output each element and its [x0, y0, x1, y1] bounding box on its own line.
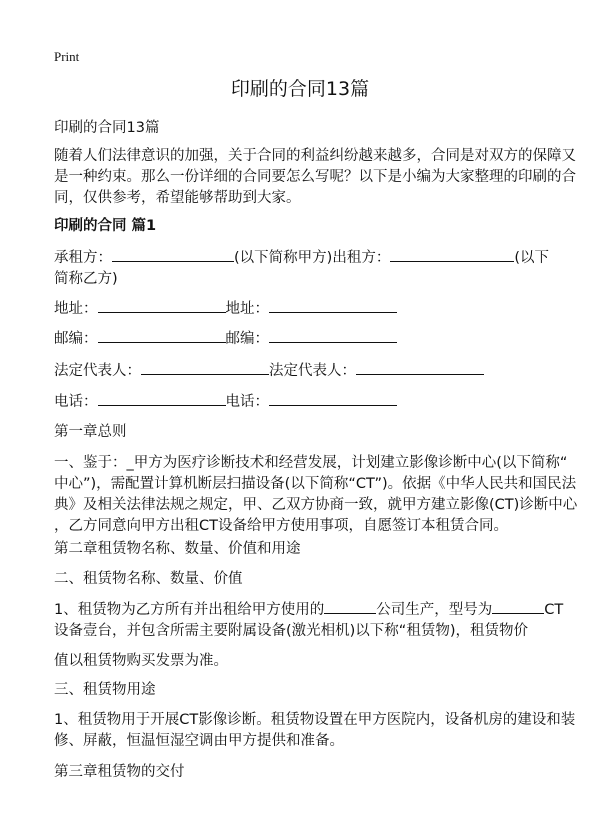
label: 电话： — [225, 394, 269, 410]
blank-field — [269, 298, 397, 313]
text-line: 随着人们法律意识的加强，关于合同的利益纠纷越来越多，合同是对双方的保障又 — [54, 148, 576, 164]
blank-field — [98, 328, 226, 343]
blank-field — [324, 599, 376, 614]
text-line: 1、租赁物用于开展CT影像诊断。租赁物设置在甲方医院内，设备机房的建设和装 — [54, 712, 576, 728]
print-link[interactable]: Print — [54, 49, 80, 64]
lessee-row — [54, 247, 549, 290]
chapter-heading: 第二章租赁物名称、数量、价值和用途 — [54, 541, 301, 557]
paragraph — [54, 453, 577, 537]
chapter-heading: 第三章租赁物的交付 — [54, 764, 185, 780]
blank-field — [356, 360, 484, 375]
text-line: 修、屏蔽，恒温恒湿空调由甲方提供和准备。 — [54, 733, 344, 749]
blank-field — [141, 360, 269, 375]
text-line: ，乙方同意向甲方出租CT设备给甲方使用事项，自愿签订本租赁合同。 — [54, 518, 508, 534]
paragraph: 值以租赁物购买发票为准。 — [54, 653, 228, 669]
label: 法定代表人： — [54, 363, 141, 379]
blank-field — [112, 247, 234, 262]
text: CT — [544, 602, 564, 618]
label: 法定代表人： — [269, 363, 356, 379]
label: 简称乙方) — [54, 271, 118, 287]
label: (以下 — [514, 250, 549, 266]
blank-field — [269, 391, 397, 406]
label: 邮编： — [54, 331, 98, 347]
chapter-heading: 第一章总则 — [54, 424, 127, 440]
text-line: 设备壹台，并包含所需主要附属设备(激光相机)以下称“租赁物)，租赁物价 — [54, 623, 528, 639]
section-heading: 二、租赁物名称、数量、价值 — [54, 571, 243, 587]
text-line: 典》及相关法律法规之规定，甲、乙双方协商一致，就甲方建立影像(CT)诊断中心 — [54, 497, 578, 513]
legal-rep-row — [54, 360, 484, 382]
label: 邮编： — [225, 331, 269, 347]
blank-field — [269, 328, 397, 343]
text: 1、租赁物为乙方所有并出租给甲方使用的 — [54, 602, 325, 618]
blank-field — [390, 247, 514, 262]
intro-paragraph — [54, 146, 576, 209]
text-line: 中心”)，需配置计算机断层扫描设备(以下简称“CT”)。依据《中华人民共和国民法 — [54, 476, 577, 492]
blank-field — [98, 298, 226, 313]
paragraph — [54, 599, 563, 642]
postcode-row — [54, 328, 397, 350]
section-heading: 三、租赁物用途 — [54, 682, 156, 698]
label: 电话： — [54, 394, 98, 410]
phone-row — [54, 391, 397, 413]
label: 地址： — [225, 301, 269, 317]
text-line: 是一种约束。那么一份详细的合同要怎么写呢？以下是小编为大家整理的印刷的合 — [54, 169, 576, 185]
label: 地址： — [54, 301, 98, 317]
text-line: 同，仅供参考，希望能够帮助到大家。 — [54, 190, 301, 206]
subtitle: 印刷的合同13篇 — [54, 120, 160, 136]
page-title: 印刷的合同13篇 — [230, 78, 370, 100]
section-heading: 印刷的合同 篇1 — [54, 218, 157, 234]
label: 承租方： — [54, 250, 112, 266]
paragraph — [54, 710, 575, 752]
blank-field — [98, 391, 226, 406]
text-line: 一、鉴于：_甲方为医疗诊断技术和经营发展，计划建立影像诊断中心(以下简称“ — [54, 455, 568, 471]
label: (以下简称甲方)出租方： — [234, 250, 391, 266]
address-row — [54, 298, 397, 320]
blank-field — [492, 599, 544, 614]
text: 公司生产，型号为 — [376, 602, 493, 618]
